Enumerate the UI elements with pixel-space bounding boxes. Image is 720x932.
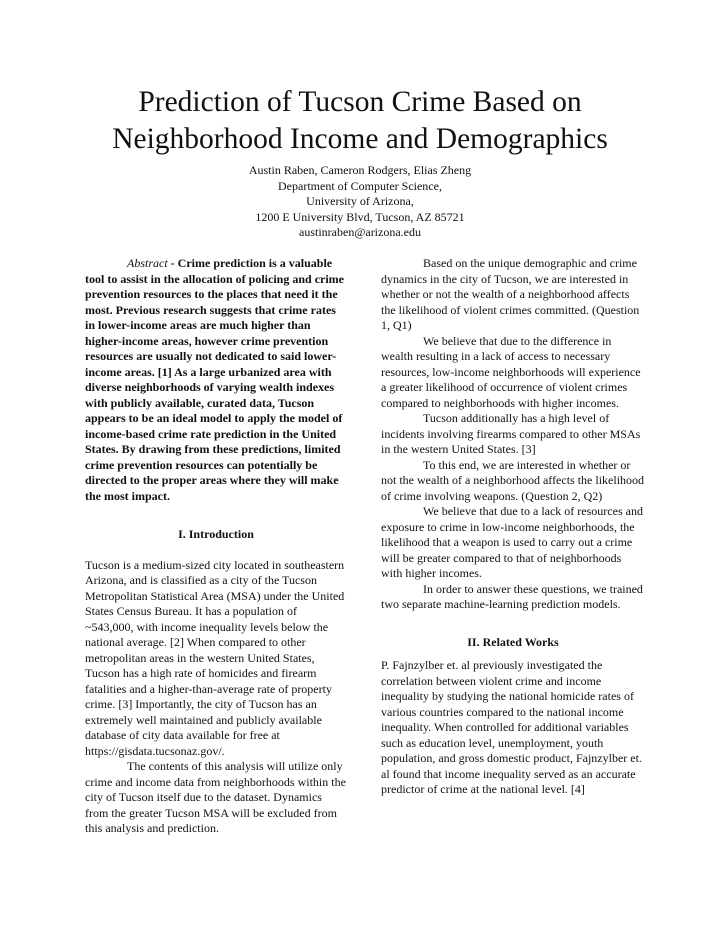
introduction-paragraph-2: The contents of this analysis will utilize only crime and income data from neighborhoods within the city of Tucson itself due to the dataset. Dynamics from the greater Tucson MSA will be excluded from this analysis and prediction. <box>85 759 346 835</box>
intro-paragraph-firearms: Tucson additionally has a high level of incidents involving firearms compared to other MSAs in the western United States. [3] <box>381 411 641 456</box>
right-column <box>381 256 645 798</box>
author-block <box>60 163 660 241</box>
intro-paragraph-models: In order to answer these questions, we trained two separate machine-learning prediction models. <box>381 581 643 611</box>
title-line-1: Prediction of Tucson Crime Based on <box>138 86 582 118</box>
section-heading-related-works: II. Related Works <box>467 634 559 649</box>
introduction-paragraph-1: Tucson is a medium-sized city located in southeastern Arizona, and is classified as a city of the Tucson Metropolitan Statistical Area (MSA) under the United States Census Bureau. It has a population of ~543,000, with income inequality levels below the national average. [2] When compared to other metropolitan areas in the western United States, Tucson has a high rate of homicides and firearm fatalities and a higher-than-average rate of property crime. [3] Importantly, the city of Tucson has an extremely well maintained and publicly available database of city data available for free at https://gisdata.tucsonaz.gov/. <box>85 557 345 758</box>
intro-paragraph-q1: Based on the unique demographic and crime dynamics in the city of Tucson, we are interested in whether or not the wealth of a neighborhood affects the likelihood of violent crimes committed. (Question 1, Q1) <box>381 256 640 332</box>
intro-paragraph-q2: To this end, we are interested in whether or not the wealth of a neighborhood affects the likelihood of crime involving weapons. (Question 2, Q2) <box>381 457 645 503</box>
section-heading-introduction: I. Introduction <box>178 527 254 541</box>
left-column <box>85 256 347 837</box>
intro-paragraph-hypothesis-1: We believe that due to the difference in wealth resulting in a lack of access to necessary resources, low-income neighborhoods will experience a greater likelihood of occurrence of violent crimes compared to neighborhoods with higher incomes. <box>381 333 641 410</box>
paper-title <box>60 84 660 158</box>
related-works-paragraph-1: P. Fajnzylber et. al previously investigated the correlation between violent crime and income inequality by studying the national homicide rates of various countries compared to the national income inequality. When controlled for additional variables such as education level, unemployment, youth population, and gross domestic product, Fajnzylber et. al found that income inequality served as an accurate predictor of crime at the national level. [4] <box>381 658 642 796</box>
author-names: Austin Raben, Cameron Rodgers, Elias Zheng <box>248 163 472 177</box>
title-line-2: Neighborhood Income and Demographics <box>112 123 608 155</box>
affiliation-department: Department of Computer Science, <box>278 178 442 193</box>
affiliation-university: University of Arizona, <box>306 194 414 209</box>
author-email: austinraben@arizona.edu <box>299 225 421 240</box>
intro-paragraph-hypothesis-2: We believe that due to a lack of resources and exposure to crime in low-income neighborhoods, the likelihood that a weapon is used to carry out a crime will be greater compared to that of neighborhoods with higher incomes. <box>381 504 643 580</box>
affiliation-address: 1200 E University Blvd, Tucson, AZ 85721 <box>255 209 465 224</box>
abstract-lead: Abstract <box>127 256 168 270</box>
abstract <box>85 256 347 504</box>
abstract-text: - Crime prediction is a valuable tool to assist in the allocation of policing and crime prevention resources to the places that need it the most. Previous research suggests that crime rates in lower-income areas are much higher than higher-income areas, however crime prevention resources are usually not dedicated to said lower-income areas. [1] As a large urbanized area with diverse neighborhoods of varying wealth indexes with publicly available, curated data, Tucson appears to be an ideal model to apply the model of income-based crime rate prediction in the United States. By drawing from these predictions, limited crime prevention resources can potentially be directed to the proper areas where they will make the most impact. <box>85 256 344 503</box>
